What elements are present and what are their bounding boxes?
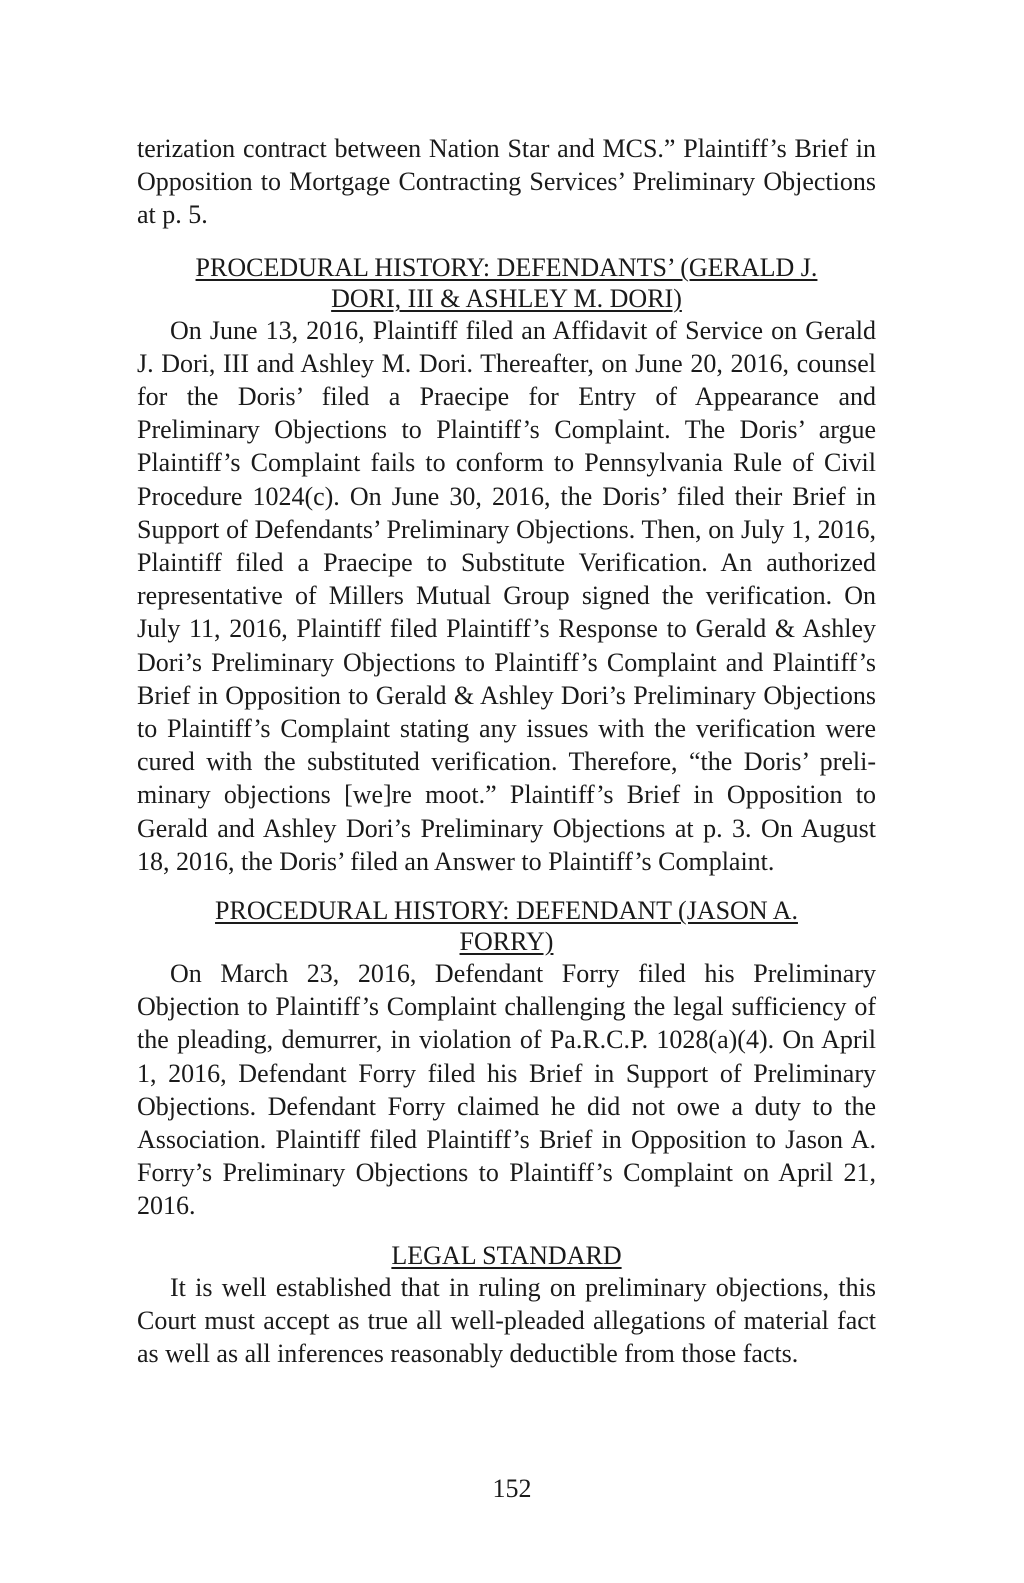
forry-history-paragraph: On March 23, 2016, Defendant Forry filed his Preliminary Objection to Plaintiff’s Complaint challenging the legal sufficiency of the pleading, demurrer, in violation of Pa.R.C.P. 1028(a)(4). On April 1, 2016, Defendant Forry filed his Brief in Support of Preliminary Objections. Defendant Forry claimed he did not owe a duty to the Association. Plaintiff filed Plaintiff’s Brief in Opposition to Jason A. Forry’s Preliminary Objections to Plaintiff’s Complaint on April 21, 2016. [137, 959, 876, 1221]
legal-standard-paragraph: It is well established that in ruling on preliminary objections, this Court must accept as true all well-pleaded allegations of material fact as well as all inferences reasonably deductible from those facts. [137, 1272, 876, 1369]
section-heading-forry-line2: FORRY) [459, 927, 554, 957]
section-heading-forry [137, 895, 876, 957]
section-heading-doris [137, 252, 876, 314]
section-heading-doris-line1: PROCEDURAL HISTORY: DEFENDANTS’ (GERALD J. [195, 252, 818, 282]
doris-history-paragraph: On June 13, 2016, Plaintiff filed an Affidavit of Service on Gerald J. Dori, III and Ashley M. Dori. Thereafter, on June 20, 2016, counsel for the Doris’ filed a Praecipe for Entry of Appearance and Preliminary Objections to Plaintiff’s Complaint. The Doris’ argue Plaintiff’s Complaint fails to conform to Pennsylvania Rule of Civil Procedure 1024(c). On June 30, 2016, the Doris’ filed their Brief in Support of Defendants’ Preliminary Objections. Then, on July 1, 2016, Plaintiff filed a Praecipe to Substitute Verification. An authorized representative of Millers Mutual Group signed the verification. On July 11, 2016, Plaintiff filed Plaintiff’s Response to Gerald & Ashley Dori’s Preliminary Objections to Plaintiff’s Complaint and Plaintiff’s Brief in Opposition to Gerald & Ashley Dori’s Preliminary Objections to Plaintiff’s Complaint stating any issues with the verification were cured with the substituted verification. Therefore, “the Doris’ preliminary objections [we]re moot.” Plaintiff’s Brief in Opposition to Gerald and Ashley Dori’s Preliminary Objections at p. 3. On August 18, 2016, the Doris’ filed an Answer to Plaintiff’s Complaint. [137, 315, 876, 876]
section-heading-legal-standard: LEGAL STANDARD [391, 1240, 622, 1270]
intro-paragraph: terization contract between Nation Star and MCS.” Plaintiff’s Brief in Opposition to Mortgage Contracting Services’ Preliminary Objections at p. 5. [137, 134, 876, 230]
section-heading-forry-line1: PROCEDURAL HISTORY: DEFENDANT (JASON A. [215, 896, 798, 926]
page-body [137, 132, 876, 1370]
page-number: 152 [492, 1474, 532, 1503]
section-heading-doris-line2: DORI, III & ASHLEY M. DORI) [331, 283, 682, 313]
